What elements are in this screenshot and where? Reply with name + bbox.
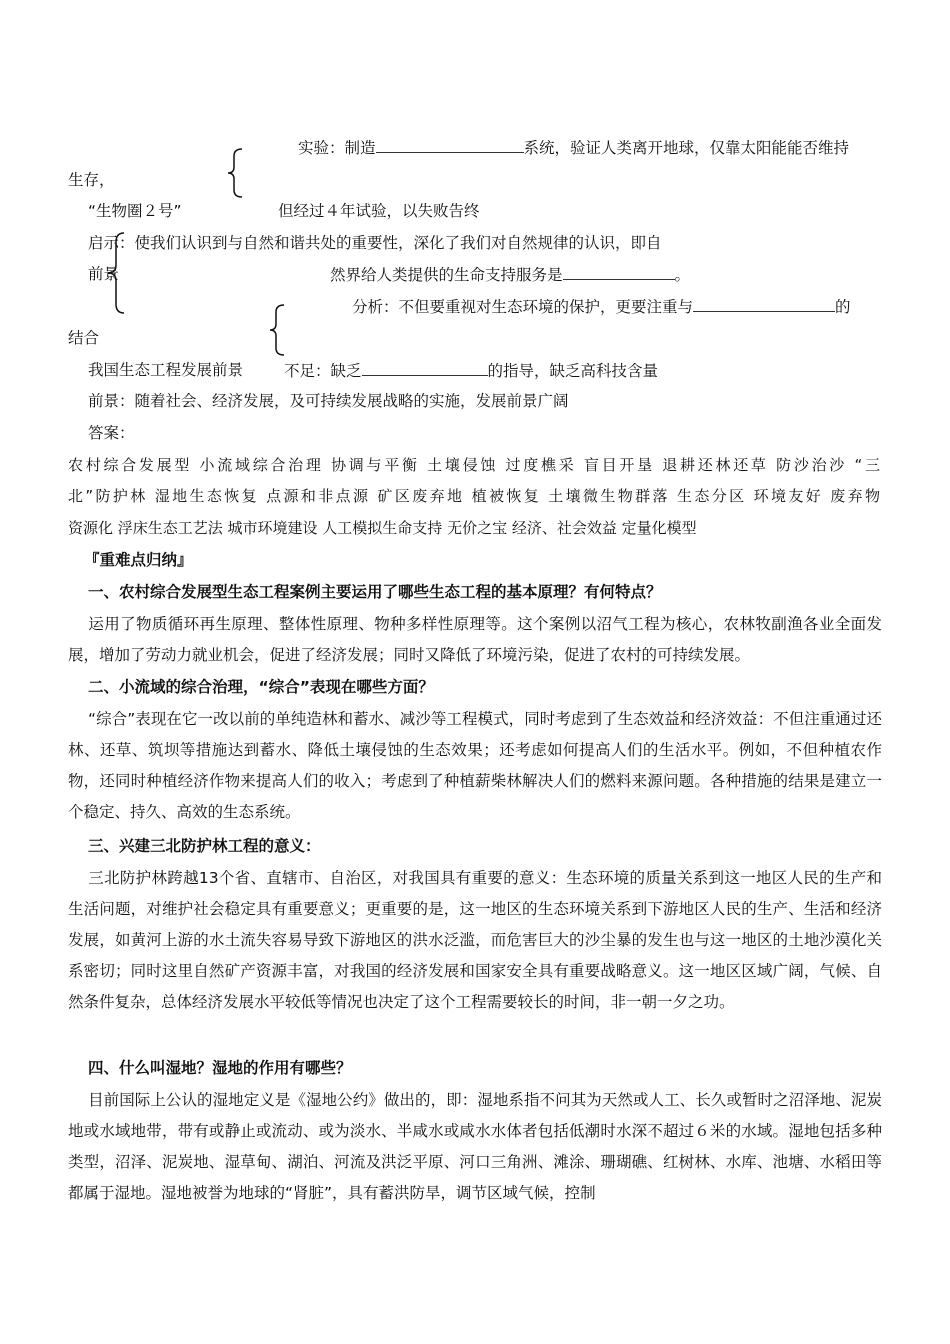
summary-heading: 『重难点归纳』 [84, 551, 193, 569]
answer-2-text: “综合”表现在它一改以前的单纯造林和蓄水、减沙等工程模式，同时考虑到了生态效益和经济效益：不但注重通过还林、还草、筑坝等措施达到蓄水、降低土壤侵蚀的生态效果；还考虑如何提高人们的生活水平。例如，不但种植农作物，还同时种植经济作物来提高人们的收入；考虑到了种植薪柴林解决人们的燃料来源问题。各种措施的结果是建立一个稳定、持久、高效的生态系统。 [68, 710, 882, 821]
answer-1 [68, 609, 882, 671]
insight-b-prefix: 然界给人类提供的生命支持服务是 [330, 266, 563, 284]
experiment-prefix: 实验：制造 [298, 139, 376, 157]
lack-line [284, 360, 658, 381]
biosphere-label: “生物圈２号” [88, 202, 182, 220]
experiment-suffix: 系统，验证人类离开地球，仅靠太阳能能否维持 [523, 139, 850, 157]
blank-lack [362, 360, 488, 376]
answer-1-text: 运用了物质循环再生原理、整体性原理、物种多样性原理等。这个案例以沼气工程为核心，农林牧副渔各业全面发展，增加了劳动力就业机会，促进了经济发展；同时又降低了环境污染，促进了农村的可持续发展。 [68, 615, 882, 664]
answer-4 [68, 1085, 882, 1209]
future-line: 前景：随着社会、经济发展，及可持续发展战略的实施，发展前景广阔 [88, 392, 569, 410]
biosphere-result: 但经过４年试验，以失败告终 [278, 202, 480, 220]
question-4: 四、什么叫湿地？湿地的作用有哪些？ [88, 1059, 352, 1077]
experiment-line [298, 137, 849, 158]
analysis-prefix: 分析：不但要重视对生态环境的保护，更要注重与 [352, 298, 694, 316]
answer-line-1: 农村综合发展型 小流域综合治理 协调与平衡 土壤侵蚀 过度樵采 盲目开垦 退耕还林还草 防沙治沙 “三 [68, 456, 880, 474]
answer-4-text: 目前国际上公认的湿地定义是《湿地公约》做出的，即：湿地系指不问其为天然或人工、长久或暂时之沼泽地、泥炭地或水域地带，带有或静止或流动、或为淡水、半咸水或咸水水体者包括低潮时水深不超过６米的水域。湿地包括多种类型，沼泽、泥炭地、湿草甸、湖泊、河流及洪泛平原、河口三角洲、滩涂、珊瑚礁、红树林、水库、池塘、水稻田等都属于湿地。湿地被誉为地球的“肾脏”，具有蓄洪防旱，调节区域气候，控制 [68, 1091, 882, 1202]
answer-2 [68, 704, 882, 828]
answer-3 [68, 863, 882, 1018]
answer-line-2: 北”防护林 湿地生态恢复 点源和非点源 矿区废弃地 植被恢复 土壤微生物群落 生态分区 环境友好 废弃物 [68, 487, 880, 505]
lack-prefix: 不足：缺乏 [284, 362, 362, 380]
blank-system [376, 137, 524, 153]
blank-life-support [563, 264, 675, 280]
insight-line: 启示：使我们认识到与自然和谐共处的重要性，深化了我们对自然规律的认识，即自 [88, 234, 662, 252]
china-label: 我国生态工程发展前景 [88, 361, 244, 379]
question-1: 一、农村综合发展型生态工程案例主要运用了哪些生态工程的基本原理？有何特点？ [88, 583, 662, 601]
brace-china [268, 304, 288, 356]
insight-line-2 [330, 264, 690, 285]
combine-text: 结合 [68, 329, 100, 347]
prospect-label: 前景 [88, 265, 120, 283]
lack-suffix: 的指导，缺乏高科技含量 [487, 362, 659, 380]
answer-line-3: 资源化 浮床生态工艺法 城市环境建设 人工模拟生命支持 无价之宝 经济、社会效益 定量化模型 [68, 519, 697, 537]
brace-biosphere [226, 148, 246, 198]
survive-text: 生存， [68, 171, 115, 189]
analysis-suffix: 的 [835, 298, 851, 316]
question-2: 二、小流域的综合治理，“综合”表现在哪些方面？ [88, 678, 434, 696]
question-3: 三、兴建三北防护林工程的意义： [88, 837, 321, 855]
blank-analysis [693, 296, 835, 312]
insight-b-suffix: 。 [674, 266, 691, 284]
analysis-line [352, 296, 851, 317]
answer-3-text: 三北防护林跨越13个省、直辖市、自治区，对我国具有重要的意义：生态环境的质量关系到这一地区人民的生产和生活问题，对维护社会稳定具有重要意义；更重要的是，这一地区的生态环境关系到下游地区人民的生产、生活和经济发展，如黄河上游的水土流失容易导致下游地区的洪水泛滥，而危害巨大的沙尘暴的发生也与这一地区的土地沙漠化关系密切；同时这里自然矿产资源丰富，对我国的经济发展和国家安全具有重要战略意义。这一地区区域广阔，气候、自然条件复杂，总体经济发展水平较低等情况也决定了这个工程需要较长的时间，非一朝一夕之功。 [68, 869, 882, 1011]
answer-label: 答案： [88, 424, 135, 442]
